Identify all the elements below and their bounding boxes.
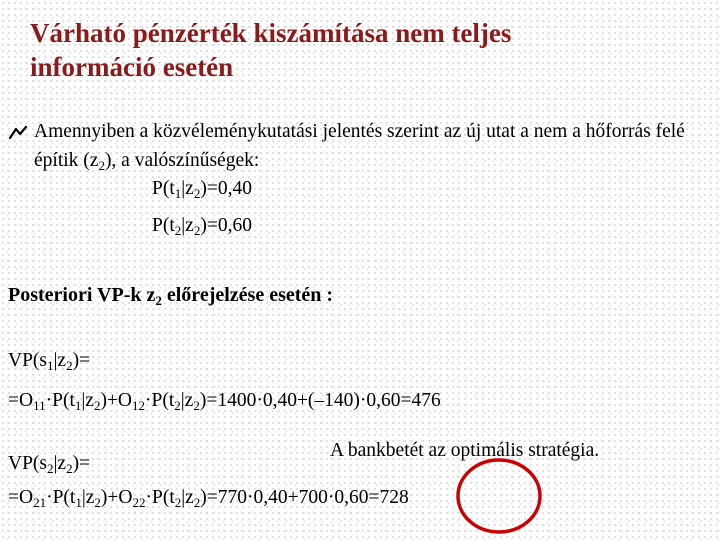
title-line-1: Várható pénzérték kiszámítása nem teljes — [30, 18, 512, 48]
probability-line-2: $P(t_2|z_2)=0,60$ — [152, 215, 252, 238]
vp-s2-formula: $=O_{21}\cdot P(t_1|z_2)+O_{22}\cdot P(t_2|z_2)=770\cdot 0,40+700\cdot 0,60=728$ — [8, 487, 409, 510]
bullet-text-tail: ), a valószínűségek: — [104, 150, 260, 171]
posteriori-heading: Posteriori VP-k $z_2$ előrejelzése esetén : — [8, 284, 334, 308]
vp-s2-label: $VP(s_2|z_2)=$ — [8, 453, 91, 476]
probability-line-1: $P(t_1|z_2)=0,40$ — [152, 178, 252, 201]
highlight-circle — [454, 456, 544, 536]
vp-s1-label: $VP(s_1|z_2)=$ — [8, 350, 91, 373]
bullet-text — [34, 117, 706, 175]
vp-s1-formula: $=O_{11}\cdot P(t_1|z_2)+O_{12}\cdot P(t_2|z_2)=1400\cdot 0,40+(-140)\cdot 0,60=476$ — [8, 390, 441, 413]
title-line-2: információ esetén — [30, 52, 234, 82]
bullet-text-main: Amennyiben a közvéleménykutatási jelentés szerint az új utat a nem a hőforrás felé építik (z — [34, 121, 685, 171]
bullet-sub: 2 — [98, 158, 105, 173]
optimal-strategy-note: A bankbetét az optimális stratégia. — [330, 440, 600, 461]
z-bullet-icon — [8, 125, 28, 141]
slide-title — [30, 16, 690, 84]
